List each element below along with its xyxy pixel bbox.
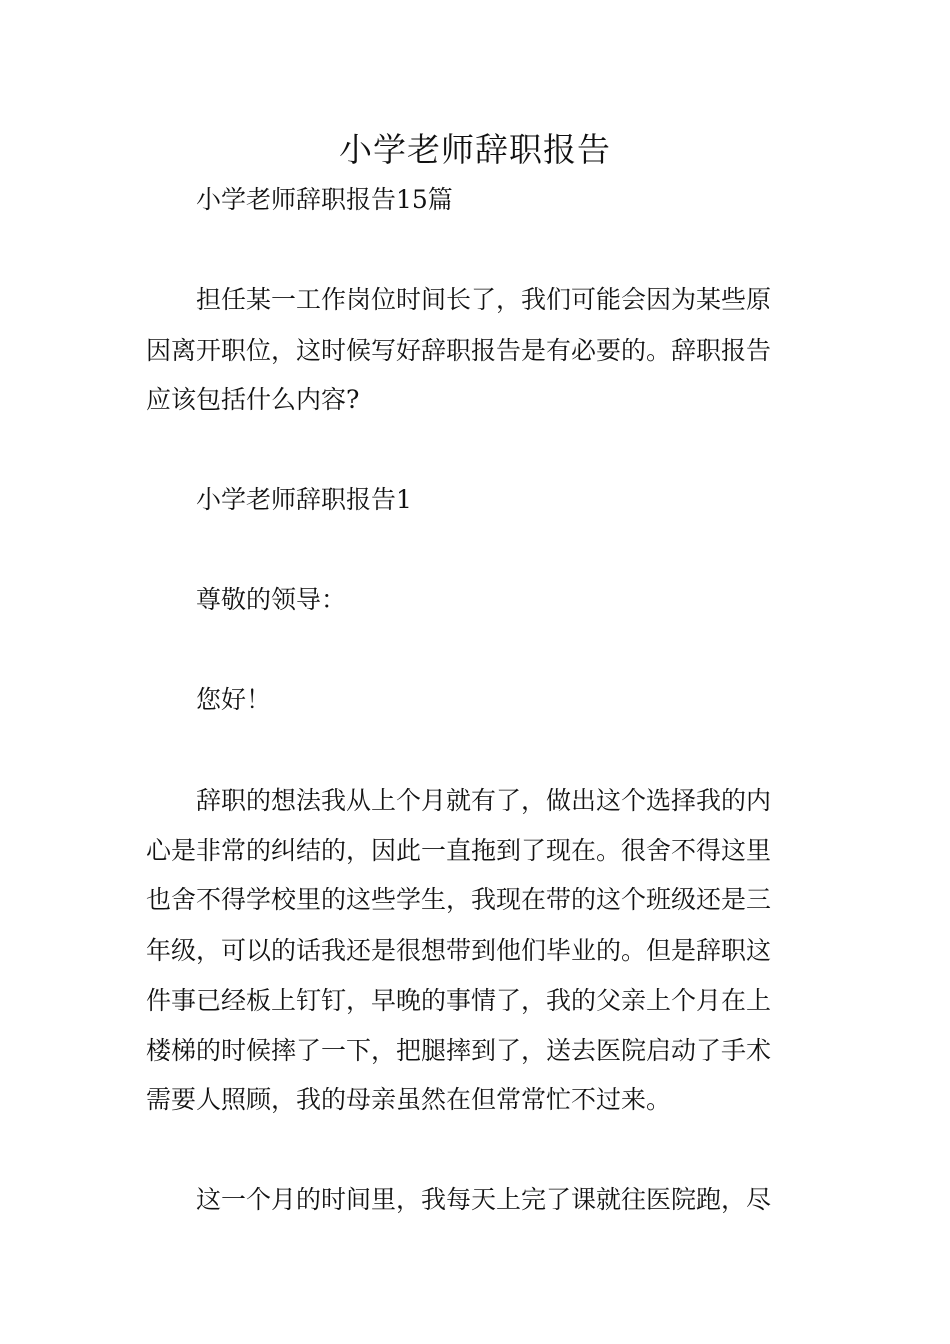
paragraph-line: 楼梯的时候摔了一下，把腿摔到了，送去医院启动了手术 — [146, 1036, 772, 1065]
paragraph-line: 辞职的想法我从上个月就有了，做出这个选择我的内 — [196, 786, 772, 815]
intro-line: 因离开职位，这时候写好辞职报告是有必要的。辞职报告 — [146, 336, 772, 365]
document-subtitle: 小学老师辞职报告15篇 — [196, 185, 453, 214]
paragraph-line: 也舍不得学校里的这些学生，我现在带的这个班级还是三 — [146, 885, 772, 914]
section-heading: 小学老师辞职报告1 — [196, 485, 412, 514]
paragraph-line: 年级，可以的话我还是很想带到他们毕业的。但是辞职这 — [146, 936, 772, 965]
document-title: 小学老师辞职报告 — [339, 130, 611, 169]
intro-line: 担任某一工作岗位时间长了，我们可能会因为某些原 — [196, 285, 772, 314]
intro-line: 应该包括什么内容? — [146, 385, 360, 414]
paragraph-line: 心是非常的纠结的，因此一直拖到了现在。很舍不得这里 — [146, 836, 772, 865]
paragraph-line: 这一个月的时间里，我每天上完了课就往医院跑，尽 — [196, 1185, 772, 1214]
greeting: 您好！ — [196, 685, 272, 714]
paragraph-line: 需要人照顾，我的母亲虽然在但常常忙不过来。 — [146, 1085, 672, 1114]
paragraph-line: 件事已经板上钉钉，早晚的事情了，我的父亲上个月在上 — [146, 986, 772, 1015]
salutation: 尊敬的领导： — [196, 585, 347, 614]
